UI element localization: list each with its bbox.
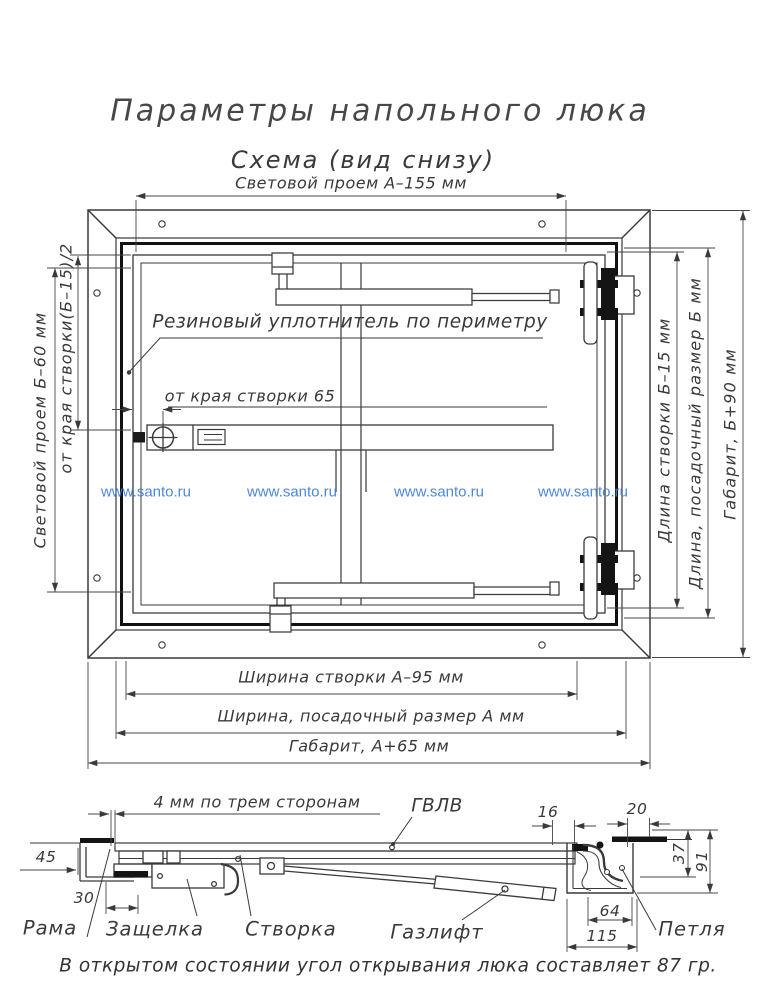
- watermark-2: www.santo.ru: [246, 483, 338, 501]
- footer-note: В открытом состоянии угол открывания люка составляет 87 гр.: [59, 955, 717, 977]
- plan-crossbar-latch: [133, 423, 553, 452]
- dim-label-bottom-leaf: Ширина створки А–95 мм: [238, 667, 464, 687]
- dim-30: 30: [73, 889, 95, 907]
- callout-gap-4mm: 4 мм по трем сторонам: [153, 792, 361, 812]
- label-gaslift: Газлифт: [390, 920, 484, 944]
- watermark-3: www.santo.ru: [393, 483, 485, 501]
- dim-label-right-overall: Габарит, Б+90 мм: [720, 348, 740, 520]
- callout-gvlv: ГВЛВ: [411, 795, 463, 817]
- label-hinge: Петля: [658, 917, 726, 941]
- plan-hinge-top: [580, 262, 634, 344]
- dim-label-bottom-overall: Габарит, А+65 мм: [288, 736, 450, 756]
- page-title: Параметры напольного люка: [110, 93, 650, 129]
- dim-label-right-seat: Длина, посадочный размер Б мм: [685, 277, 705, 589]
- dim-64: 64: [599, 902, 621, 920]
- dim-label-left-opening: Световой проем Б–60 мм: [30, 311, 50, 549]
- plan-gaslift-top: [272, 253, 559, 305]
- plan-hinge-bottom: [580, 537, 634, 619]
- dim-label-top-opening: Световой проем А–155 мм: [235, 173, 467, 193]
- callout-rubber-seal: Резиновый уплотнитель по периметру: [152, 311, 548, 333]
- label-leaf: Створка: [245, 917, 337, 941]
- dim-91: 91: [693, 849, 711, 873]
- watermark-1: www.santo.ru: [100, 483, 192, 501]
- label-latch: Защелка: [105, 917, 205, 941]
- dim-label-left-half: от края створки(Б–15)/2: [56, 242, 76, 474]
- callout-edge-offset: от края створки 65: [164, 386, 336, 406]
- dim-20: 20: [626, 800, 648, 818]
- page-subtitle: Схема (вид снизу): [230, 146, 496, 174]
- dim-label-bottom-seat: Ширина, посадочный размер А мм: [217, 706, 525, 726]
- label-frame: Рама: [22, 916, 78, 940]
- dim-label-right-leaf: Длина створки Б–15 мм: [654, 317, 674, 543]
- dim-45: 45: [35, 848, 57, 866]
- dim-16: 16: [537, 803, 559, 821]
- dim-115: 115: [586, 927, 618, 945]
- watermark-4: www.santo.ru: [537, 483, 629, 501]
- dim-37: 37: [670, 841, 688, 865]
- section-panel: [115, 843, 588, 864]
- section-latch: [114, 851, 238, 895]
